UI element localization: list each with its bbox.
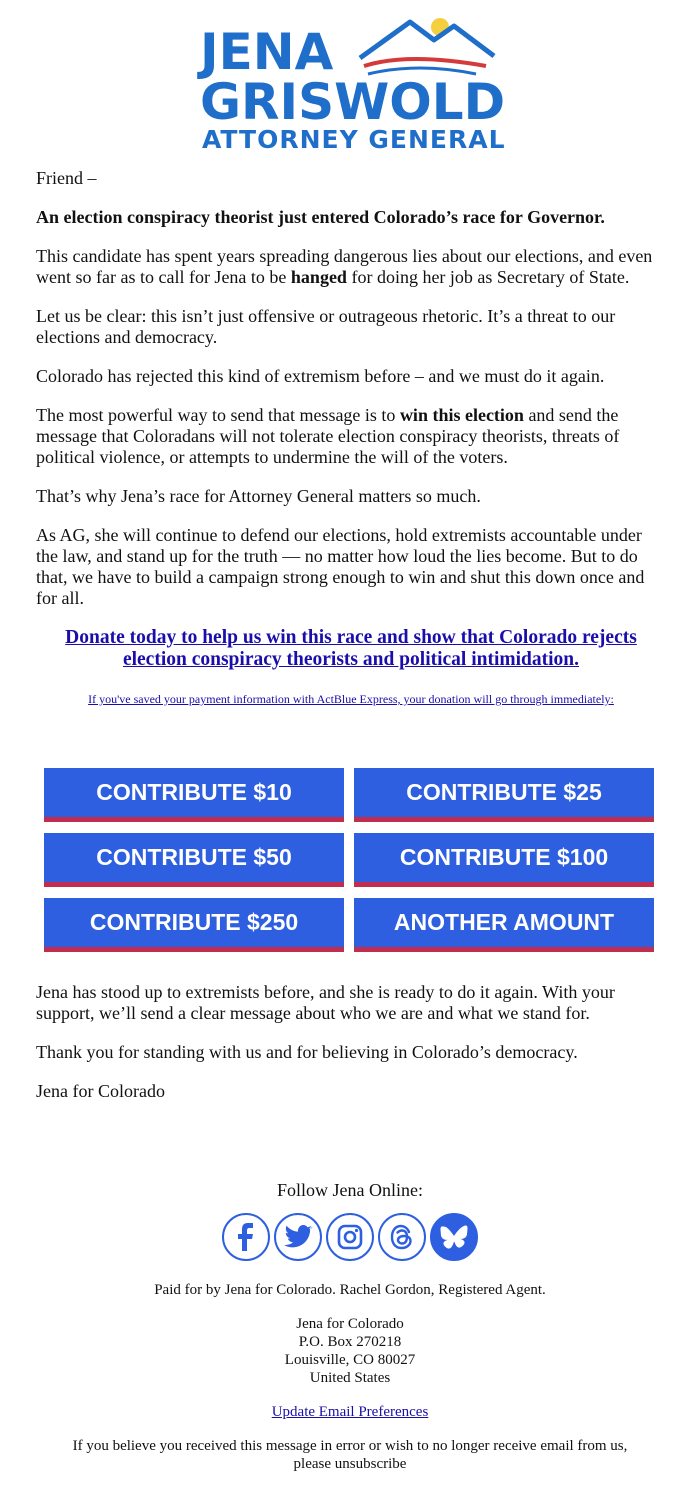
paragraph-6: As AG, she will continue to defend our elections, hold extremists accountable under the law, and stand up for the truth — no matter how loud the lies become. But to do that, we have to build a campaign strong enough to win and shut this down once and for all.: [36, 525, 645, 608]
email-body: [36, 168, 666, 728]
bluesky-icon[interactable]: [430, 1213, 478, 1261]
donate-cta: [36, 627, 666, 671]
email-footer: [0, 1180, 700, 1473]
preferences-row: [0, 1403, 700, 1421]
social-links: [0, 1213, 700, 1261]
facebook-icon[interactable]: [222, 1213, 270, 1261]
unsubscribe-line-2[interactable]: please unsubscribe: [293, 1456, 407, 1472]
mailing-address: [0, 1315, 700, 1387]
headline: An election conspiracy theorist just entered Colorado’s race for Governor.: [36, 207, 605, 227]
paragraph-3: Colorado has rejected this kind of extremism before – and we must do it again.: [36, 366, 605, 386]
unsubscribe-text: [0, 1437, 700, 1473]
unsubscribe-line-1: If you believe you received this message in error or wish to no longer receive email from us,: [72, 1438, 628, 1454]
logo-name-last: GRISWOLD: [200, 73, 506, 131]
update-preferences-link[interactable]: Update Email Preferences: [271, 1404, 429, 1420]
contribute-25-button[interactable]: CONTRIBUTE $25: [354, 768, 654, 822]
another-amount-button[interactable]: ANOTHER AMOUNT: [354, 898, 654, 952]
campaign-logo: [196, 14, 506, 154]
contribute-50-button[interactable]: CONTRIBUTE $50: [44, 833, 344, 887]
paid-for-disclaimer: Paid for by Jena for Colorado. Rachel Gordon, Registered Agent.: [154, 1282, 546, 1298]
donate-link[interactable]: Donate today to help us win this race and show that Colorado rejects election conspiracy theorists and political intimidation.: [65, 627, 637, 670]
actblue-note: [36, 689, 666, 710]
email-closing: [36, 982, 666, 1120]
logo-name-first: JENA: [200, 23, 334, 81]
greeting: Friend –: [36, 168, 97, 188]
contribute-100-button[interactable]: CONTRIBUTE $100: [354, 833, 654, 887]
contribute-10-button[interactable]: CONTRIBUTE $10: [44, 768, 344, 822]
address-box: P.O. Box 270218: [298, 1334, 402, 1350]
contribute-250-button[interactable]: CONTRIBUTE $250: [44, 898, 344, 952]
address-country: United States: [309, 1370, 391, 1386]
follow-heading: Follow Jena Online:: [277, 1180, 423, 1200]
logo-office: ATTORNEY GENERAL: [202, 125, 506, 154]
paragraph-4: The most powerful way to send that message is to win this election and send the message that Coloradans will not tolerate election conspiracy theorists, threats of political violence, or attempts to undermine the will of the voters.: [36, 405, 620, 467]
paragraph-8: Thank you for standing with us and for believing in Colorado’s democracy.: [36, 1042, 578, 1062]
instagram-icon[interactable]: [326, 1213, 374, 1261]
paragraph-2: Let us be clear: this isn’t just offensive or outrageous rhetoric. It’s a threat to our elections and democracy.: [36, 306, 616, 347]
actblue-link[interactable]: If you've saved your payment information with ActBlue Express, your donation will go through immediately:: [88, 692, 614, 706]
paragraph-1: This candidate has spent years spreading dangerous lies about our elections, and even went so far as to call for Jena to be hanged for doing her job as Secretary of State.: [36, 246, 653, 287]
address-city: Louisville, CO 80027: [284, 1352, 416, 1368]
twitter-icon[interactable]: [274, 1213, 322, 1261]
mountain-logo-graphic: [358, 16, 500, 78]
signoff: Jena for Colorado: [36, 1081, 165, 1101]
address-name: Jena for Colorado: [296, 1316, 404, 1332]
paragraph-5: That’s why Jena’s race for Attorney General matters so much.: [36, 486, 481, 506]
threads-icon[interactable]: [378, 1213, 426, 1261]
paragraph-7: Jena has stood up to extremists before, and she is ready to do it again. With your support, we’ll send a clear message about who we are and what we stand for.: [36, 982, 615, 1023]
